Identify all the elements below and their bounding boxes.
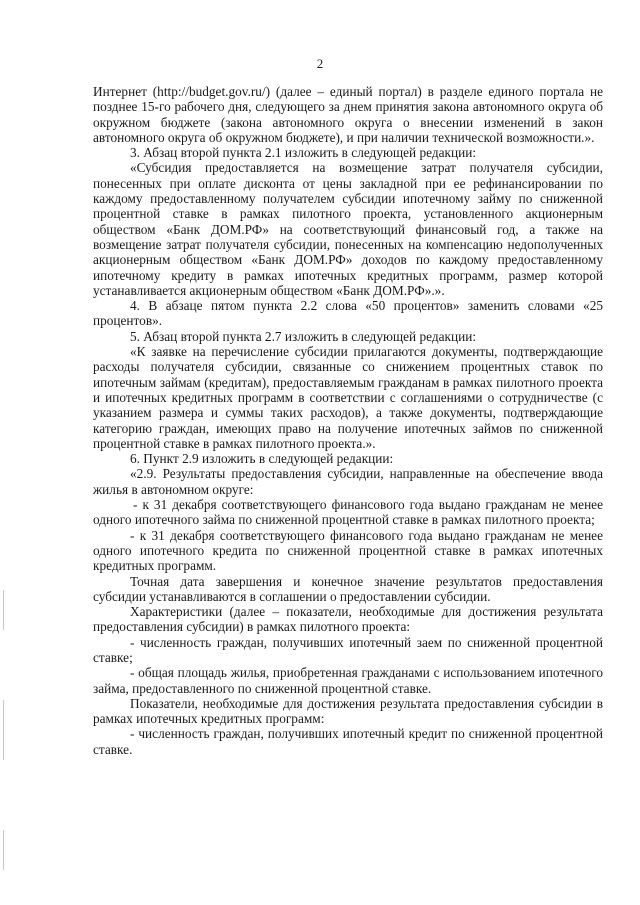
paragraph: Точная дата завершения и конечное значение результатов предоставления субсидии устанавливаются в соглашении о предоставлении субсидии. — [93, 573, 603, 604]
paragraph: Интернет (http://budget.gov.ru/) (далее – единый портал) в разделе единого портала не позднее 15-го рабочего дня, следующего за днем принятия закона автономного округа об окружном бюджете (закона автономного округа о внесении изменений в закон автономного округа об окружном бюджете), и при наличии технической возможности.». — [93, 84, 603, 145]
scan-edge-mark — [3, 590, 4, 630]
paragraph: «Субсидия предоставляется на возмещение затрат получателя субсидии, понесенных при оплате дисконта от цены закладной при ее рефинансировании по каждому предоставленному получателем субсидии ипотечному займу по сниженной процентной ставке в рамках пилотного проекта, установленного акционерным обществом «Банк ДОМ.РФ» на соответствующий финансовый год, а также на возмещение затрат получателя субсидии, понесенных на компенсацию недополученных акционерным обществом «Банк ДОМ.РФ» доходов по каждому предоставленному ипотечному кредиту в рамках ипотечных кредитных программ, размер которой устанавливается акционерным обществом «Банк ДОМ.РФ».». — [93, 160, 603, 298]
page-number: 2 — [316, 56, 324, 71]
list-item: - к 31 декабря соответствующего финансового года выдано гражданам не менее одного ипотечного кредита по сниженной процентной ставке в рамках ипотечных кредитных программ. — [93, 527, 603, 574]
paragraph: 4. В абзаце пятом пункта 2.2 слова «50 процентов» заменить словами «25 процентов». — [93, 298, 603, 329]
paragraph: 6. Пункт 2.9 изложить в следующей редакции: — [130, 451, 394, 467]
list-item: - численность граждан, получивших ипотечный кредит по сниженной процентной ставке. — [93, 726, 603, 757]
document-body — [93, 84, 603, 757]
scan-edge-mark — [3, 700, 4, 760]
scan-edge-mark — [3, 830, 4, 870]
paragraph: 3. Абзац второй пункта 2.1 изложить в следующей редакции: — [130, 145, 477, 161]
paragraph: «К заявке на перечисление субсидии прилагаются документы, подтверждающие расходы получателя субсидии, связанные со снижением процентных ставок по ипотечным займам (кредитам), предоставляемым гражданам в рамках пилотного проекта и ипотечных кредитных программ в соответствии с соглашениями о сотрудничестве (с указанием размера и суммы таких расходов), а также документы, подтверждающие категорию граждан, имеющих право на получение ипотечных займов по сниженной процентной ставке в рамках пилотного проекта.». — [93, 344, 603, 451]
paragraph: Показатели, необходимые для достижения результата предоставления субсидии в рамках ипотечных кредитных программ: — [93, 695, 603, 727]
paragraph: «2.9. Результаты предоставления субсидии, направленные на обеспечение ввода жилья в автономном округе: — [93, 466, 603, 497]
paragraph: 5. Абзац второй пункта 2.7 изложить в следующей редакции: — [130, 328, 477, 344]
list-item: - к 31 декабря соответствующего финансового года выдано гражданам не менее одного ипотечного займа по сниженной процентной ставке в рамках пилотного проекта; — [93, 497, 603, 528]
paragraph: Характеристики (далее – показатели, необходимые для достижения результата предоставления субсидии) в рамках пилотного проекта: — [93, 604, 603, 635]
list-item: - общая площадь жилья, приобретенная гражданами с использованием ипотечного займа, предоставленного по сниженной процентной ставке. — [93, 665, 603, 696]
list-item: - численность граждан, получивших ипотечный заем по сниженной процентной ставке; — [93, 634, 603, 665]
